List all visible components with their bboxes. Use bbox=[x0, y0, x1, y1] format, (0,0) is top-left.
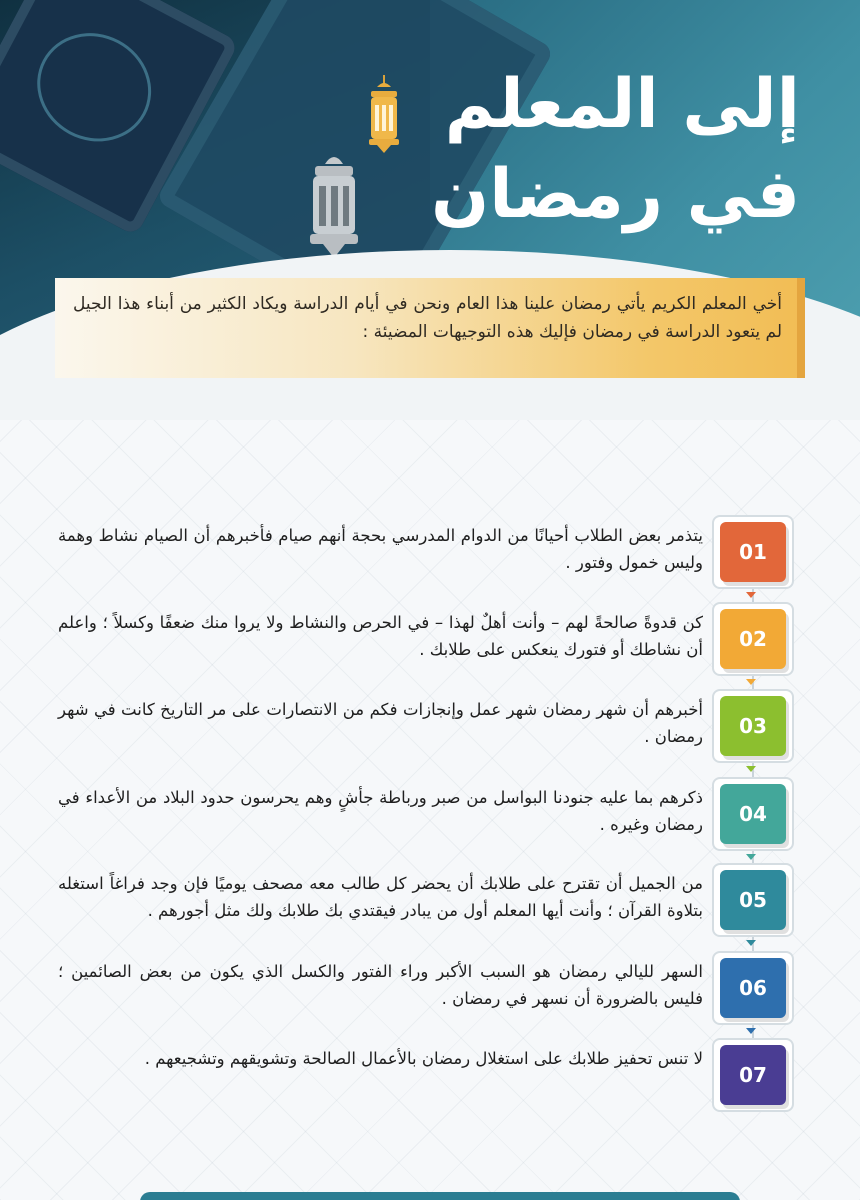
timeline-arrow-icon bbox=[746, 854, 756, 860]
timeline-arrow-icon bbox=[746, 592, 756, 598]
tip-item bbox=[58, 958, 838, 1038]
intro-box bbox=[55, 278, 800, 378]
lantern-silver-icon bbox=[305, 150, 363, 262]
tip-number-badge: 05 bbox=[720, 870, 786, 930]
page-title bbox=[431, 60, 800, 240]
tip-item bbox=[58, 609, 838, 689]
tip-number-badge: 02 bbox=[720, 609, 786, 669]
timeline-arrow-icon bbox=[746, 766, 756, 772]
tip-number-badge: 06 bbox=[720, 958, 786, 1018]
tip-item bbox=[58, 784, 838, 864]
intro-text: أخي المعلم الكريم يأتي رمضان علينا هذا العام ونحن في أيام الدراسة ويكاد الكثير من أبناء هذا الجيل لم يتعود الدراسة في رمضان فإليك هذه التوجيهات المضيئة : bbox=[73, 294, 782, 342]
timeline-arrow-icon bbox=[746, 940, 756, 946]
tip-number-badge: 07 bbox=[720, 1045, 786, 1105]
tip-number-badge: 01 bbox=[720, 522, 786, 582]
tip-item bbox=[58, 1045, 838, 1125]
tip-item bbox=[58, 870, 838, 950]
tip-number-badge: 03 bbox=[720, 696, 786, 756]
title-line-2: في رمضان bbox=[431, 155, 800, 234]
tip-number-badge: 04 bbox=[720, 784, 786, 844]
footer-bar bbox=[140, 1192, 740, 1200]
tip-text: السهر لليالي رمضان هو السبب الأكبر وراء الفتور والكسل الذي يكون من بعض الصائمين ؛ فليس بالضرورة أن نسهر في رمضان . bbox=[58, 962, 703, 1008]
tip-text: لا تنس تحفيز طلابك على استغلال رمضان بالأعمال الصالحة وتشويقهم وتشجيعهم . bbox=[144, 1049, 703, 1068]
tip-text: يتذمر بعض الطلاب أحيانًا من الدوام المدرسي بحجة أنهم صيام فأخبرهم أن الصيام نشاط وهمة وليس خمول وفتور . bbox=[58, 526, 703, 572]
tip-text: ذكرهم بما عليه جنودنا البواسل من صبر ورباطة جأشٍ وهم يحرسون حدود البلاد من الأعداء في رمضان وغيره . bbox=[58, 788, 703, 834]
timeline-arrow-icon bbox=[746, 679, 756, 685]
tip-item bbox=[58, 522, 838, 602]
title-line-1: إلى المعلم bbox=[444, 65, 800, 144]
timeline-arrow-icon bbox=[746, 1028, 756, 1034]
tip-text: كن قدوةً صالحةً لهم – وأنت أهلٌ لهذا – في الحرص والنشاط ولا يروا منك ضعفًا وكسلاً ؛ واعلم أن نشاطك أو فتورك ينعكس على طلابك . bbox=[58, 613, 703, 659]
tip-text: أخبرهم أن شهر رمضان شهر عمل وإنجازات فكم من الانتصارات على مر التاريخ كانت في شهر رمضان . bbox=[58, 700, 703, 746]
lantern-gold-icon bbox=[365, 75, 403, 155]
intro-accent-bar bbox=[797, 278, 805, 378]
tip-item bbox=[58, 696, 838, 776]
tip-text: من الجميل أن تقترح على طلابك أن يحضر كل طالب معه مصحف يوميًا فإن وجد فراغاً استغله بتلاوة القرآن ؛ وأنت أيها المعلم أول من يبادر فيقتدي بك طلابك ولك مثل أجورهم . bbox=[58, 874, 703, 920]
